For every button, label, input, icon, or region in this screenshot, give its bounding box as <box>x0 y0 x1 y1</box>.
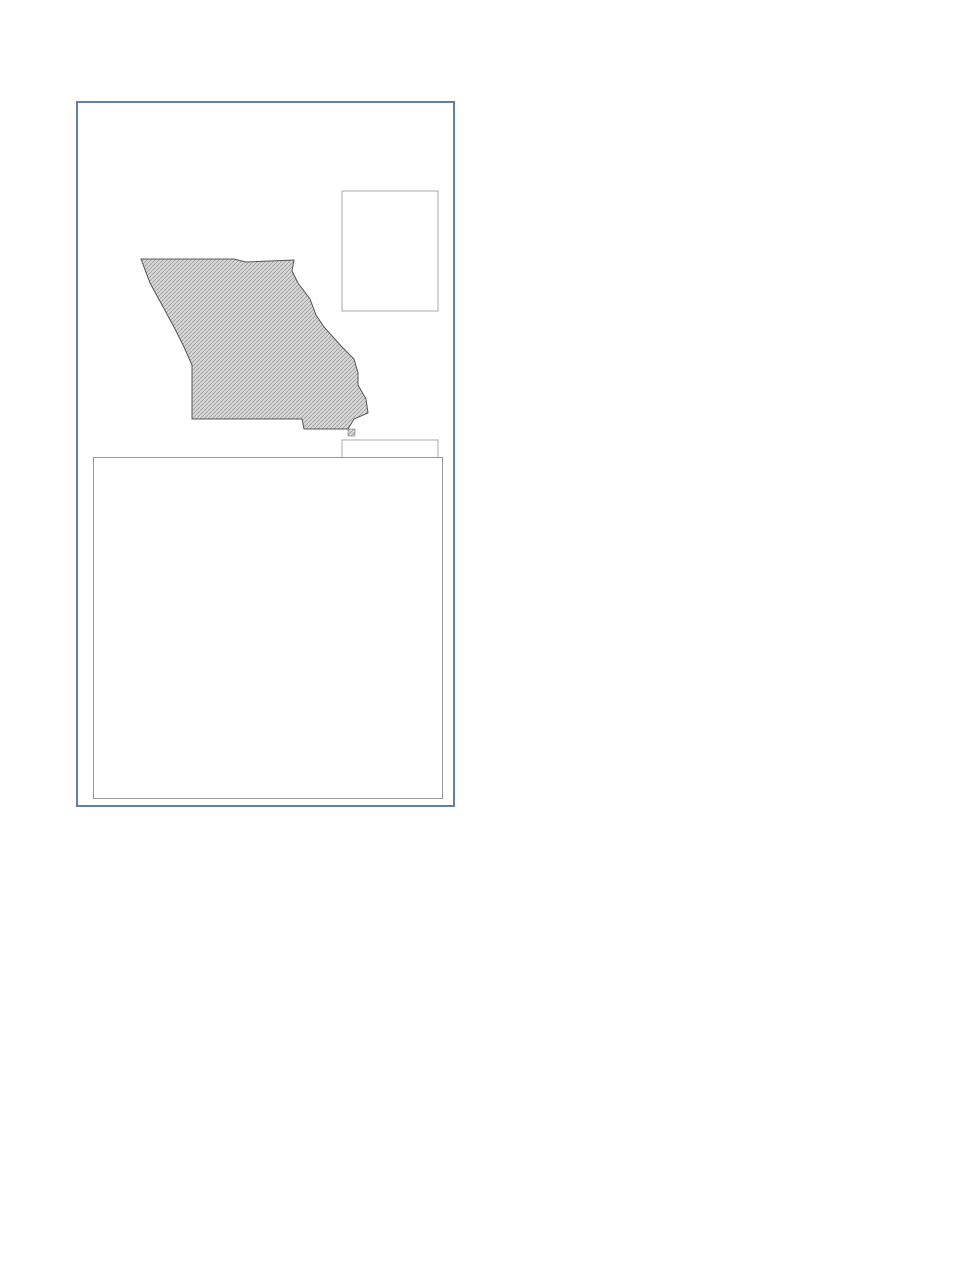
county-grid <box>136 257 376 437</box>
map-legend <box>342 191 438 311</box>
legend-suppressed-swatch <box>348 429 355 436</box>
figure-1 <box>76 101 455 807</box>
rate-change-bar-chart <box>93 457 443 799</box>
